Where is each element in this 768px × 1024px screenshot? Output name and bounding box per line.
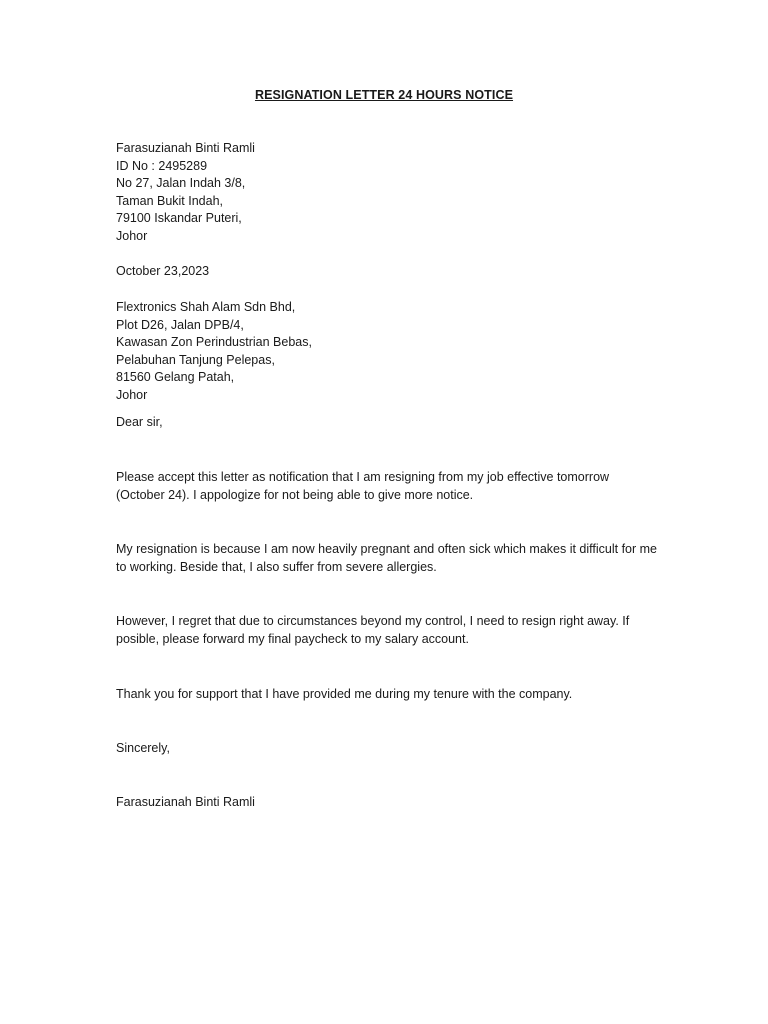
sender-address-line: Taman Bukit Indah, [116, 193, 224, 208]
sender-id: ID No : 2495289 [116, 158, 208, 173]
recipient-block [116, 299, 676, 405]
recipient-company: Flextronics Shah Alam Sdn Bhd, [116, 300, 296, 314]
recipient-address-line: 81560 Gelang Patah, [116, 370, 235, 385]
closing [116, 740, 676, 758]
sender-block [116, 140, 676, 246]
letter-date [116, 263, 676, 281]
body-paragraph: However, I regret that due to circumstances beyond my control, I need to resign right away. If posible, please forward my final paycheck to my salary account. [116, 614, 630, 646]
salutation-text: Dear sir, [116, 415, 163, 429]
recipient-address-line: Pelabuhan Tanjung Pelepas, [116, 352, 275, 367]
date-text: October 23,2023 [116, 264, 210, 278]
recipient-address-line: Plot D26, Jalan DPB/4, [116, 317, 244, 332]
sender-address-line: Johor [116, 228, 148, 243]
sender-address-line: No 27, Jalan Indah 3/8, [116, 176, 246, 191]
signature-text: Farasuzianah Binti Ramli [116, 795, 255, 809]
recipient-address-line: Kawasan Zon Perindustrian Bebas, [116, 335, 312, 350]
letter-title: RESIGNATION LETTER 24 HOURS NOTICE [254, 88, 514, 102]
body-paragraph: Please accept this letter as notification that I am resigning from my job effective tomorrow (October 24). I appologize for not being able to give more notice. [116, 470, 610, 502]
sender-address-line: 79100 Iskandar Puteri, [116, 211, 242, 226]
body-paragraph: Thank you for support that I have provided me during my tenure with the company. [116, 687, 573, 701]
sender-name: Farasuzianah Binti Ramli [116, 141, 255, 155]
signature-name [116, 794, 676, 812]
recipient-address-line: Johor [116, 387, 148, 402]
closing-text: Sincerely, [116, 741, 170, 755]
salutation [116, 414, 676, 432]
body-paragraph: My resignation is because I am now heavily pregnant and often sick which makes it difficult for me to working. Beside that, I also suffer from severe allergies. [116, 542, 658, 574]
